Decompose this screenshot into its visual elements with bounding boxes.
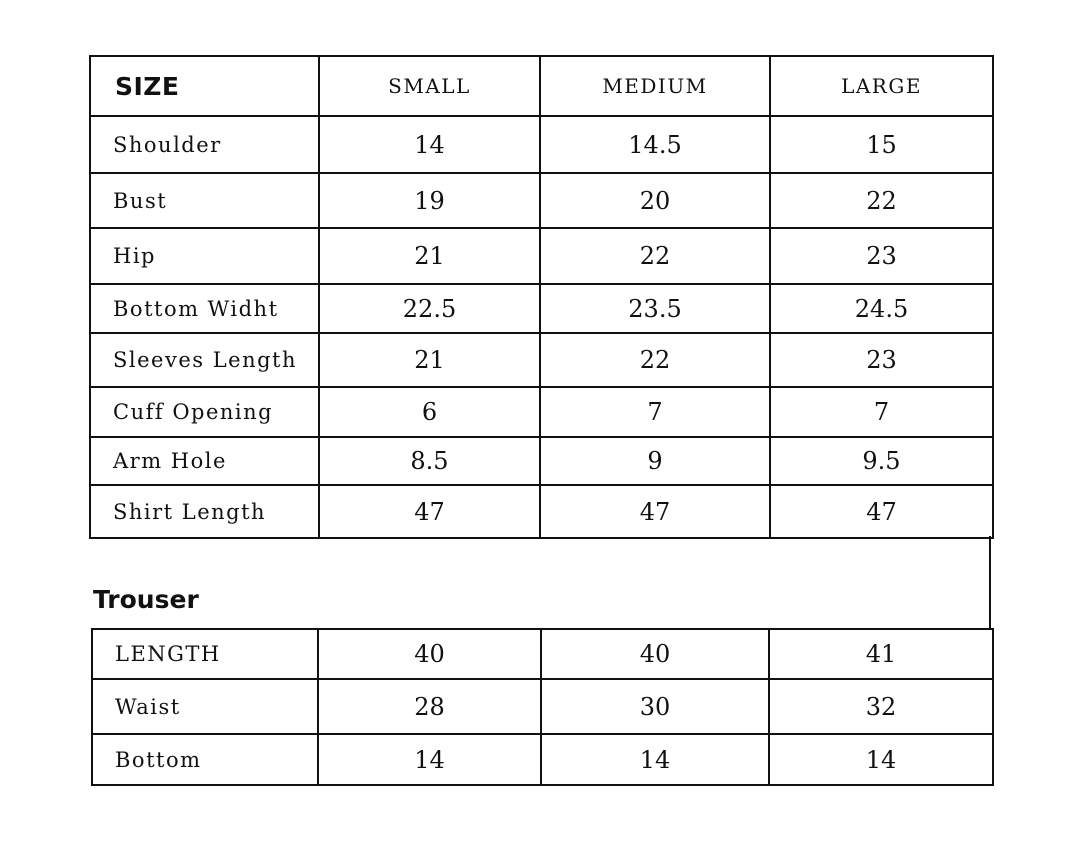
cell-small: 28 <box>318 679 541 734</box>
cell-large: 41 <box>769 629 993 679</box>
table-row <box>90 333 993 387</box>
cell-large: 24.5 <box>770 284 993 333</box>
row-label: Sleeves Length <box>90 333 319 387</box>
cell-medium: 7 <box>540 387 770 437</box>
cell-small: 14 <box>318 734 541 785</box>
trouser-table <box>91 628 994 786</box>
table-row <box>90 485 993 538</box>
row-label: Shirt Length <box>90 485 319 538</box>
cell-small: 6 <box>319 387 540 437</box>
table-row <box>92 629 993 679</box>
cell-small: 8.5 <box>319 437 540 485</box>
size-chart-table <box>89 55 994 539</box>
cell-medium: 14 <box>541 734 769 785</box>
cell-large: 23 <box>770 228 993 284</box>
table-row <box>90 284 993 333</box>
row-label: Hip <box>90 228 319 284</box>
cell-small: 21 <box>319 333 540 387</box>
cell-medium: 22 <box>540 228 770 284</box>
cell-medium: 20 <box>540 173 770 228</box>
cell-medium: 30 <box>541 679 769 734</box>
cell-large: 15 <box>770 116 993 173</box>
cell-medium: 47 <box>540 485 770 538</box>
table-header-row <box>90 56 993 116</box>
table-row <box>90 387 993 437</box>
cell-medium: 23.5 <box>540 284 770 333</box>
row-label: Waist <box>92 679 318 734</box>
table-border-line <box>989 536 991 629</box>
row-label: Cuff Opening <box>90 387 319 437</box>
trouser-heading: Trouser <box>93 585 199 614</box>
cell-small: 40 <box>318 629 541 679</box>
cell-small: 14 <box>319 116 540 173</box>
cell-large: 14 <box>769 734 993 785</box>
table-row <box>92 734 993 785</box>
table-row <box>90 173 993 228</box>
cell-medium: 9 <box>540 437 770 485</box>
column-header-medium: MEDIUM <box>540 56 770 116</box>
cell-small: 22.5 <box>319 284 540 333</box>
column-header-small: SMALL <box>319 56 540 116</box>
row-label: Bottom <box>92 734 318 785</box>
column-header-large: LARGE <box>770 56 993 116</box>
cell-small: 47 <box>319 485 540 538</box>
row-label: Arm Hole <box>90 437 319 485</box>
table-row <box>90 116 993 173</box>
cell-large: 22 <box>770 173 993 228</box>
cell-large: 23 <box>770 333 993 387</box>
row-label: Bottom Widht <box>90 284 319 333</box>
cell-large: 47 <box>770 485 993 538</box>
row-label: Shoulder <box>90 116 319 173</box>
cell-large: 7 <box>770 387 993 437</box>
cell-medium: 14.5 <box>540 116 770 173</box>
cell-large: 32 <box>769 679 993 734</box>
row-label: LENGTH <box>92 629 318 679</box>
table-row <box>90 437 993 485</box>
size-header: SIZE <box>90 56 319 116</box>
cell-medium: 40 <box>541 629 769 679</box>
cell-small: 19 <box>319 173 540 228</box>
cell-large: 9.5 <box>770 437 993 485</box>
table-row <box>92 679 993 734</box>
row-label: Bust <box>90 173 319 228</box>
cell-medium: 22 <box>540 333 770 387</box>
cell-small: 21 <box>319 228 540 284</box>
table-row <box>90 228 993 284</box>
